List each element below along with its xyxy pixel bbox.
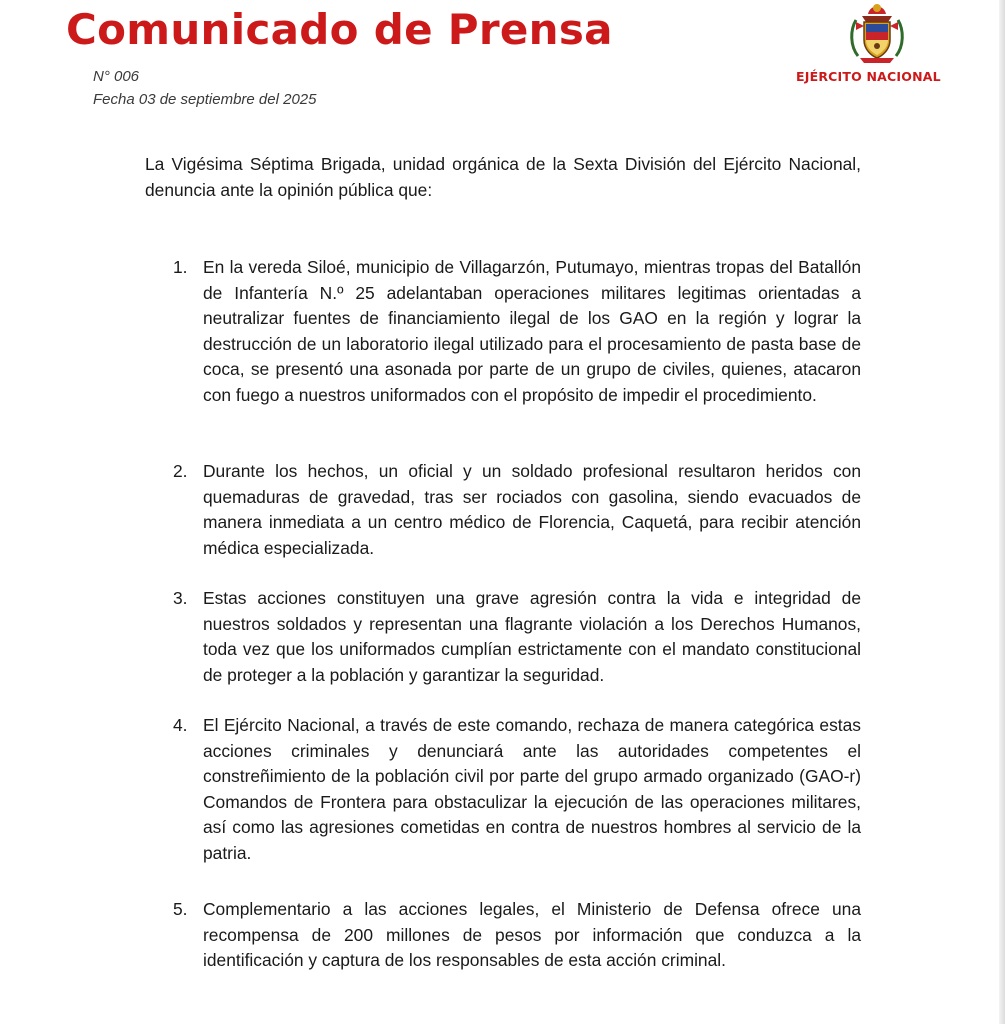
list-item-number: 5.	[173, 899, 188, 919]
page-title: Comunicado de Prensa	[66, 5, 613, 54]
list-item-number: 2.	[173, 461, 188, 481]
list-item	[173, 459, 861, 561]
list-item-text: En la vereda Siloé, municipio de Villagarzón, Putumayo, mientras tropas del Batallón de Infantería N.º 25 adelantaban operaciones militares legitimas orientadas a neutralizar fuentes de financiamiento ilegal de los GAO en la región y lograr la destrucción de un laboratorio ilegal utilizado para el procesamiento de pasta base de coca, se presentó una asonada por parte de un grupo de civiles, quienes, atacaron con fuego a nuestros uniformados con el propósito de impedir el procedimiento.	[203, 257, 861, 405]
list-item-number: 4.	[173, 715, 188, 735]
organization-name: EJÉRCITO NACIONAL	[796, 69, 941, 84]
list-item-text: Complementario a las acciones legales, el Ministerio de Defensa ofrece una recompensa de 200 millones de pesos por información que conduzca a la identificación y captura de los responsables de esta acción criminal.	[203, 899, 861, 970]
army-crest-icon	[844, 0, 910, 66]
release-date: Fecha 03 de septiembre del 2025	[93, 91, 317, 108]
list-item-number: 1.	[173, 257, 188, 277]
list-item	[173, 897, 861, 974]
list-item-text: El Ejército Nacional, a través de este comando, rechaza de manera categórica estas acciones criminales y denunciará ante las autoridades competentes el constreñimiento de la población civil por parte del grupo armado organizado (GAO-r) Comandos de Frontera para obstaculizar la ejecución de las operaciones militares, así como las agresiones cometidas en contra de nuestros hombres al servicio de la patria.	[203, 715, 861, 863]
list-item	[173, 713, 861, 866]
list-item	[173, 255, 861, 408]
list-item	[173, 586, 861, 688]
release-number: N° 006	[93, 68, 140, 85]
list-item-text: Durante los hechos, un oficial y un soldado profesional resultaron heridos con quemaduras de gravedad, tras ser rociados con gasolina, siendo evacuados de manera inmediata a un centro médico de Florencia, Caquetá, para recibir atención médica especializada.	[203, 461, 861, 558]
list-item-text: Estas acciones constituyen una grave agresión contra la vida e integridad de nuestros soldados y representan una flagrante violación a los Derechos Humanos, toda vez que los uniformados cumplían estrictamente con el mandato constitucional de proteger a la población y garantizar la seguridad.	[203, 588, 861, 685]
page-edge	[999, 0, 1005, 1024]
intro-paragraph: La Vigésima Séptima Brigada, unidad orgánica de la Sexta División del Ejército Nacional, denuncia ante la opinión pública que:	[145, 154, 861, 200]
list-item-number: 3.	[173, 588, 188, 608]
